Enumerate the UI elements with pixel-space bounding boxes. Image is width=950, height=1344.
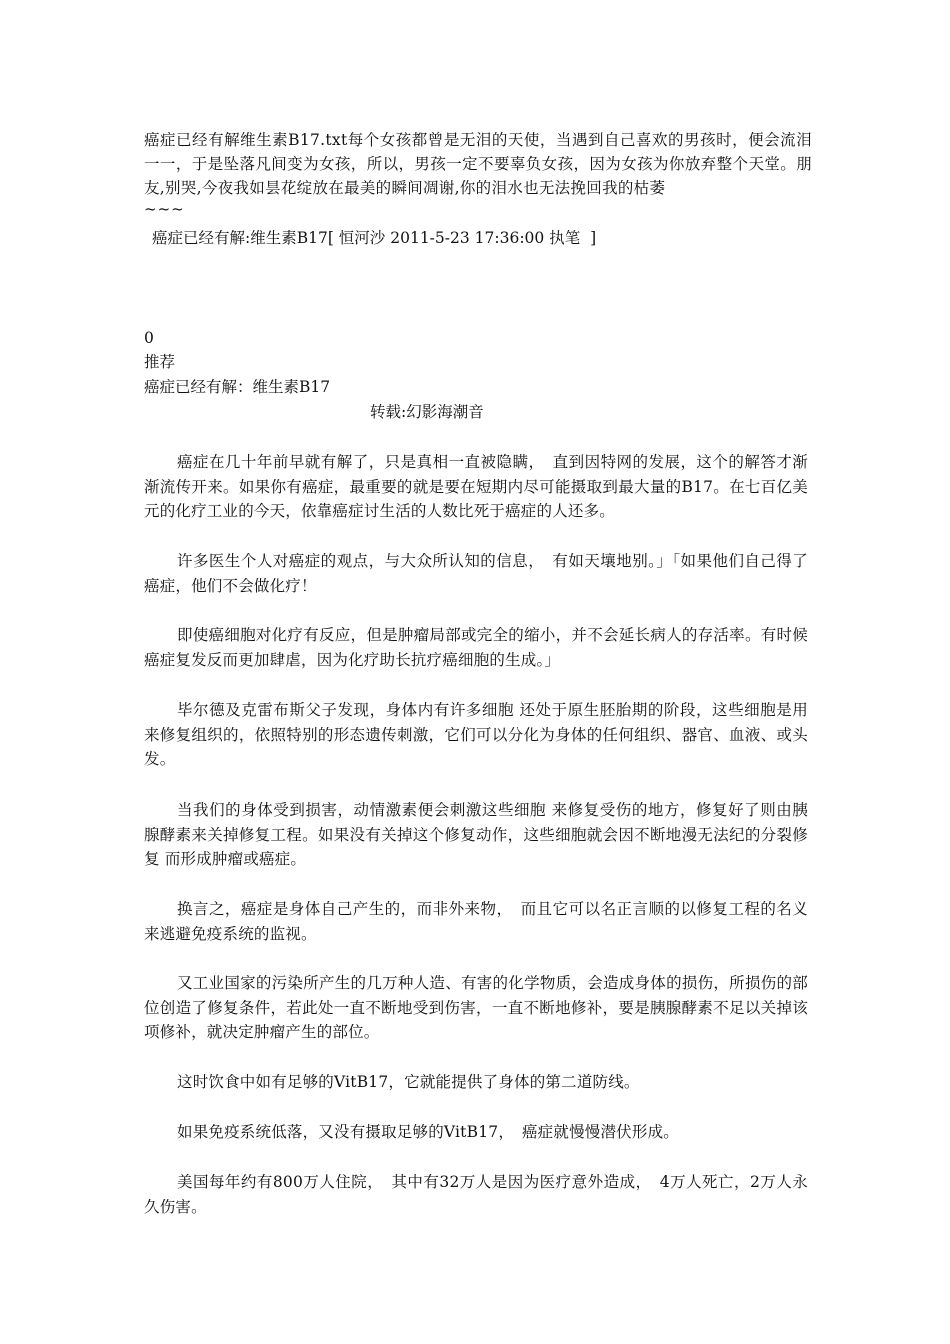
body-paragraph-7: 又工业国家的污染所产生的几万种人造、有害的化学物质，会造成身体的损伤，所损伤的部位创造了修复条件，若此处一直不断地受到伤害，一直不断地修补，要是胰腺酵素不足以关掉该项修补，就决定肿瘤产生的部位。	[144, 974, 808, 1041]
body-paragraph-10: 美国每年约有800万人住院， 其中有32万人是因为医疗意外造成， 4万人死亡，2万人永久伤害。	[144, 1173, 808, 1216]
byline: 癌症已经有解:维生素B17[ 恒河沙 2011-5-23 17:36:00 执笔 ]	[152, 229, 597, 247]
body-paragraph-4: 毕尔德及克雷布斯父子发现，身体内有许多细胞 还处于原生胚胎期的阶段，这些细胞是用来修复组织的，依照特别的形态遗传刺激，它们可以分化为身体的任何组织、器官、血液、或头发。	[144, 701, 808, 768]
recommend-link[interactable]: 推荐	[144, 353, 176, 371]
body-paragraph-6: 换言之，癌症是身体自己产生的，而非外来物， 而且它可以名正言顺的以修复工程的名义来逃避免疫系统的监视。	[144, 900, 808, 943]
body-paragraph-8: 这时饮食中如有足够的VitB17，它就能提供了身体的第二道防线。	[177, 1073, 640, 1091]
body-paragraph-3: 即使癌细胞对化疗有反应，但是肿瘤局部或完全的缩小，并不会延长病人的存活率。有时候癌症复发反而更加肆虐，因为化疗助长抗疗癌细胞的生成。」	[144, 626, 808, 669]
body-paragraph-5: 当我们的身体受到损害，动情激素便会刺激这些细胞 来修复受伤的地方，修复好了则由胰腺酵素来关掉修复工程。如果没有关掉这个修复动作，这些细胞就会因不断地漫无法纪的分裂修复 而形成肿瘤或癌症。	[144, 801, 808, 868]
article-title: 癌症已经有解：维生素B17	[144, 378, 331, 396]
intro-paragraph: 癌症已经有解维生素B17.txt每个女孩都曾是无泪的天使，当遇到自己喜欢的男孩时，便会流泪一一，于是坠落凡间变为女孩，所以，男孩一定不要辜负女孩，因为女孩为你放弃整个天堂。朋友,别哭,今夜我如昙花绽放在最美的瞬间凋谢,你的泪水也无法挽回我的枯萎	[144, 131, 812, 197]
repost-source: 转载:幻影海潮音	[370, 403, 484, 421]
recommend-count: 0	[144, 329, 154, 347]
tilde-separator: ~~~	[144, 200, 185, 218]
body-paragraph-2: 许多医生个人对癌症的观点，与大众所认知的信息， 有如天壤地别。」「如果他们自己得了癌症，他们不会做化疗！	[144, 552, 808, 595]
body-paragraph-1: 癌症在几十年前早就有解了，只是真相一直被隐瞒， 直到因特网的发展，这个的解答才渐渐流传开来。如果你有癌症，最重要的就是要在短期内尽可能摄取到最大量的B17。在七百亿美元的化疗工业的今天，依靠癌症讨生活的人数比死于癌症的人还多。	[144, 453, 808, 520]
body-paragraph-9: 如果免疫系统低落，又没有摄取足够的VitB17， 癌症就慢慢潜伏形成。	[177, 1123, 679, 1141]
